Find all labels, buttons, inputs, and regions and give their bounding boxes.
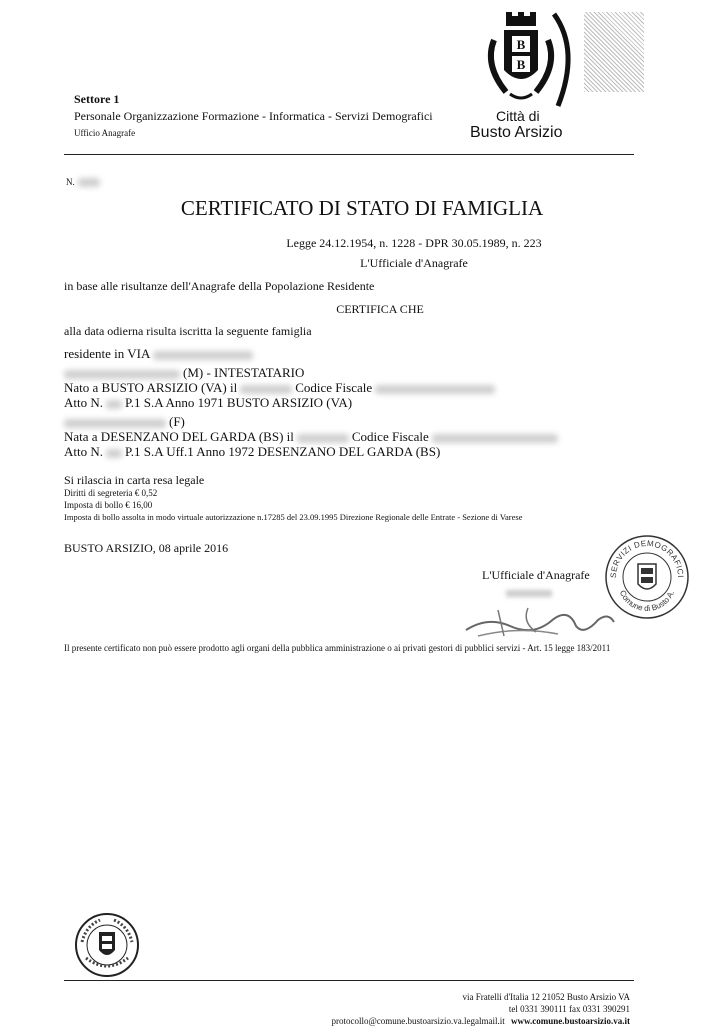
document-title: CERTIFICATO DI STATO DI FAMIGLIA: [180, 196, 544, 220]
member-1-birth-line: Nato a BUSTO ARSIZIO (VA) il Codice Fiscale: [64, 380, 498, 396]
fee-segreteria: Diritti di segreteria € 0,52: [64, 488, 158, 498]
official-stamp: [604, 534, 690, 620]
department-label: Personale Organizzazione Formazione - Informatica - Servizi Demografici: [74, 109, 433, 123]
footer-contacts: [332, 1016, 631, 1026]
city-seal: [74, 912, 140, 978]
stamp-icon: [604, 534, 690, 620]
city-name-line1: Città di: [496, 108, 540, 124]
footer-website[interactable]: www.comune.bustoarsizio.va.it: [511, 1016, 630, 1026]
footer-address: via Fratelli d'Italia 12 21052 Busto Arsizio VA: [462, 992, 630, 1002]
signature: [458, 596, 618, 644]
fee-virtual: Imposta di bollo assolta in modo virtuale autorizzazione n.17285 del 23.09.1995 Direzione Regionale delle Entrate - Sezione di Varese: [64, 512, 523, 522]
header-divider: [64, 154, 634, 155]
certifica-label: CERTIFICA CHE: [336, 302, 424, 316]
family-intro: alla data odierna risulta iscritta la seguente famiglia: [64, 324, 312, 338]
seal-icon: [74, 912, 140, 978]
certificate-number: N.: [66, 177, 103, 187]
svg-text:B: B: [516, 37, 526, 52]
stamp-bottom-text: Comune di Busto A.: [617, 588, 677, 614]
footer-phone: tel 0331 390111 fax 0331 390291: [508, 1004, 630, 1014]
city-crest-logo: [476, 10, 586, 110]
member-1-name-line: (M) - INTESTATARIO: [64, 365, 304, 381]
footer-divider: [64, 980, 634, 981]
city-name-line2: Busto Arsizio: [470, 124, 563, 141]
halftone-pattern: [584, 12, 644, 92]
signature-title: L'Ufficiale d'Anagrafe: [482, 568, 590, 582]
place-date: BUSTO ARSIZIO, 08 aprile 2016: [64, 541, 229, 555]
crest-icon: [476, 10, 586, 110]
svg-text:B: B: [516, 57, 526, 72]
settore-label: Settore 1: [74, 92, 120, 106]
member-2-atto-line: Atto N. P.1 S.A Uff.1 Anno 1972 DESENZANO DEL GARDA (BS): [64, 444, 441, 459]
member-2-birth-line: Nata a DESENZANO DEL GARDA (BS) il Codice Fiscale: [64, 429, 561, 445]
office-label: Ufficio Anagrafe: [74, 128, 136, 138]
law-reference: Legge 24.12.1954, n. 1228 - DPR 30.05.1989, n. 223: [286, 236, 542, 250]
official-heading: L'Ufficiale d'Anagrafe: [360, 256, 468, 270]
fee-bollo: Imposta di bollo € 16,00: [64, 500, 153, 510]
member-1-atto-line: Atto N. P.1 S.A Anno 1971 BUSTO ARSIZIO (VA): [64, 395, 353, 410]
basis-text: in base alle risultanze dell'Anagrafe della Popolazione Residente: [64, 279, 375, 293]
residence-line: residente in VIA: [64, 346, 256, 362]
footer-email[interactable]: protocollo@comune.bustoarsizio.va.legalmail.it: [331, 1016, 505, 1026]
stamp-top-text: SERVIZI DEMOGRAFICI: [608, 538, 686, 579]
paper-note: Si rilascia in carta resa legale: [64, 473, 205, 487]
member-2-name-line: (F): [64, 414, 185, 430]
disclaimer: Il presente certificato non può essere prodotto agli organi della pubblica amministrazione o ai privati gestori di pubblici servizi - Art. 15 legge 183/2011: [64, 643, 611, 653]
